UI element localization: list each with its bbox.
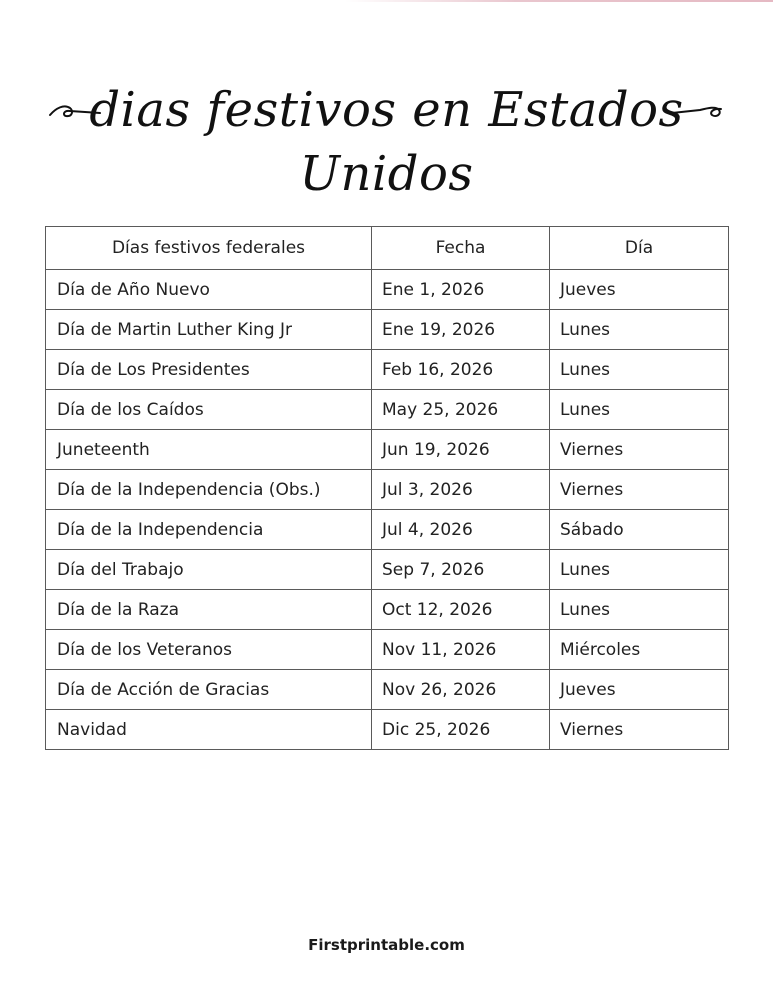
holiday-table [45, 226, 729, 750]
holiday-date-cell: Jul 3, 2026 [372, 470, 550, 510]
holiday-name-cell: Navidad [46, 710, 372, 750]
holiday-name-cell: Día de los Veteranos [46, 630, 372, 670]
holiday-weekday-cell: Lunes [550, 350, 729, 390]
holiday-weekday-cell: Viernes [550, 710, 729, 750]
holiday-date-cell: Nov 26, 2026 [372, 670, 550, 710]
holiday-weekday-cell: Lunes [550, 390, 729, 430]
holiday-name-cell: Día de la Independencia (Obs.) [46, 470, 372, 510]
holiday-weekday-cell: Lunes [550, 590, 729, 630]
holiday-name-cell: Día de Los Presidentes [46, 350, 372, 390]
holiday-date-cell: Oct 12, 2026 [372, 590, 550, 630]
table-row [46, 350, 729, 390]
holiday-weekday-cell: Jueves [550, 670, 729, 710]
title-block [0, 68, 773, 202]
table-row [46, 310, 729, 350]
table-row [46, 670, 729, 710]
holiday-date-cell: Jun 19, 2026 [372, 430, 550, 470]
holiday-date-cell: Nov 11, 2026 [372, 630, 550, 670]
holiday-date-cell: Ene 19, 2026 [372, 310, 550, 350]
header-date: Fecha [372, 227, 550, 270]
table-header-row [46, 227, 729, 270]
table-row [46, 630, 729, 670]
footer-brand-link[interactable]: Firstprintable.com [308, 936, 465, 954]
page-title: dias festivos en Estados Unidos [89, 82, 684, 202]
table-row [46, 710, 729, 750]
holiday-date-cell: Sep 7, 2026 [372, 550, 550, 590]
holiday-name-cell: Juneteenth [46, 430, 372, 470]
holiday-date-cell: Jul 4, 2026 [372, 510, 550, 550]
top-accent-line [345, 0, 773, 2]
holiday-date-cell: Dic 25, 2026 [372, 710, 550, 750]
holiday-name-cell: Día de Martin Luther King Jr [46, 310, 372, 350]
holiday-weekday-cell: Lunes [550, 310, 729, 350]
holiday-name-cell: Día del Trabajo [46, 550, 372, 590]
table-row [46, 270, 729, 310]
holiday-name-cell: Día de la Raza [46, 590, 372, 630]
holiday-date-cell: Feb 16, 2026 [372, 350, 550, 390]
holiday-name-cell: Día de Acción de Gracias [46, 670, 372, 710]
holiday-weekday-cell: Lunes [550, 550, 729, 590]
header-holiday-name: Días festivos federales [46, 227, 372, 270]
holiday-date-cell: May 25, 2026 [372, 390, 550, 430]
table-row [46, 430, 729, 470]
holiday-weekday-cell: Viernes [550, 430, 729, 470]
holiday-name-cell: Día de la Independencia [46, 510, 372, 550]
holiday-name-cell: Día de los Caídos [46, 390, 372, 430]
holiday-weekday-cell: Jueves [550, 270, 729, 310]
table-row [46, 470, 729, 510]
holiday-weekday-cell: Sábado [550, 510, 729, 550]
holiday-weekday-cell: Viernes [550, 470, 729, 510]
holiday-date-cell: Ene 1, 2026 [372, 270, 550, 310]
header-weekday: Día [550, 227, 729, 270]
holiday-weekday-cell: Miércoles [550, 630, 729, 670]
table-row [46, 550, 729, 590]
table-row [46, 590, 729, 630]
holiday-name-cell: Día de Año Nuevo [46, 270, 372, 310]
table-row [46, 390, 729, 430]
table-row [46, 510, 729, 550]
